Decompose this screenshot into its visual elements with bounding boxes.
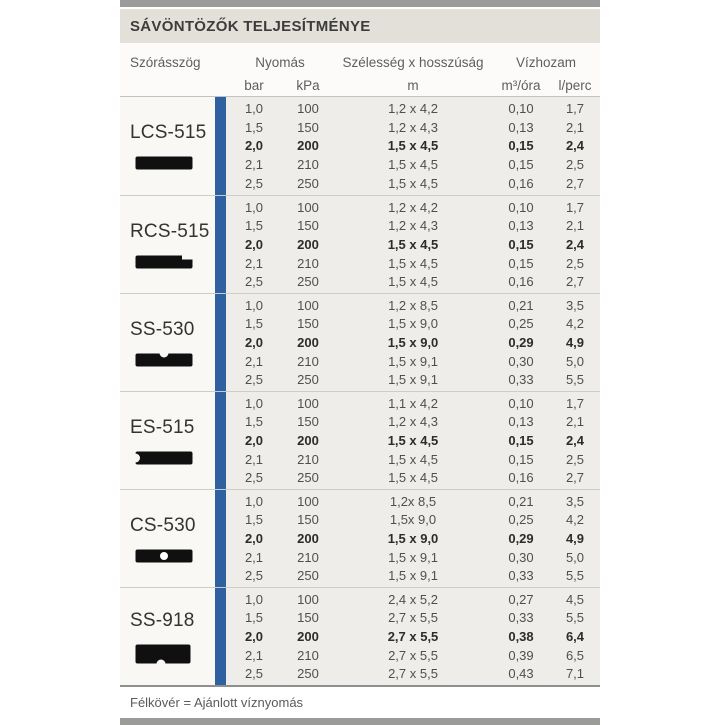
cell-width-length: 1,1 x 4,2 — [388, 395, 438, 411]
cell-width-length: 1,5x 9,0 — [389, 512, 437, 528]
cell-flow-lmin: 4,5 — [565, 591, 585, 607]
cell-width-length: 1,5 x 4,5 — [388, 255, 438, 271]
cell-pressure-kpa: 100 — [297, 493, 319, 509]
table-row — [226, 296, 600, 315]
cell-pressure-bar: 1,0 — [244, 297, 264, 313]
cell-pressure-bar: 2,5 — [244, 372, 264, 388]
cell-width-length: 1,5 x 9,1 — [388, 568, 438, 584]
cell-pressure-kpa: 200 — [297, 628, 319, 644]
cell-flow-lmin: 6,5 — [565, 647, 585, 663]
footer-note: Félkövér = Ajánlott víznyomás — [130, 695, 304, 710]
cell-pressure-bar: 2,0 — [244, 628, 264, 644]
cell-flow-m3h: 0,43 — [508, 666, 534, 682]
cell-pressure-kpa: 250 — [297, 568, 319, 584]
cell-width-length: 1,5 x 9,1 — [388, 372, 438, 388]
product-model-name: LCS-515 — [130, 122, 207, 143]
cell-flow-lmin: 4,2 — [565, 512, 585, 528]
cell-flow-m3h: 0,13 — [508, 414, 534, 430]
cell-width-length: 1,5 x 9,0 — [387, 334, 439, 350]
table-row — [226, 511, 600, 530]
cell-pressure-kpa: 210 — [297, 255, 319, 271]
table-row — [226, 99, 600, 118]
cell-flow-m3h: 0,33 — [508, 610, 534, 626]
cell-pressure-bar: 2,5 — [244, 666, 264, 682]
product-label-column — [120, 392, 215, 489]
table-row — [226, 235, 600, 254]
table-row — [226, 370, 600, 389]
cell-flow-lmin: 2,5 — [565, 451, 585, 467]
unit-label-bar: bar — [244, 77, 264, 93]
bar-notch-bottom-spray-pattern-icon — [135, 644, 215, 664]
cell-flow-lmin: 1,7 — [565, 100, 585, 116]
cell-pressure-kpa: 150 — [297, 610, 319, 626]
cell-width-length: 1,5 x 4,5 — [388, 451, 438, 467]
cell-flow-m3h: 0,10 — [508, 395, 534, 411]
cell-pressure-kpa: 100 — [297, 100, 319, 116]
table-row — [226, 646, 600, 665]
product-section — [120, 195, 600, 293]
cell-flow-lmin: 2,4 — [565, 138, 585, 154]
cell-flow-lmin: 2,1 — [565, 119, 585, 135]
cell-flow-m3h: 0,30 — [508, 353, 534, 369]
page-title: SÁVÖNTÖZŐK TELJESÍTMÉNYE — [130, 17, 371, 35]
table-row — [226, 333, 600, 352]
solid-bar-spray-pattern-icon — [135, 156, 215, 170]
cell-flow-lmin: 2,7 — [565, 470, 585, 486]
cell-pressure-bar: 1,5 — [244, 218, 264, 234]
product-model-name: RCS-515 — [130, 220, 210, 242]
unit-label-m: m — [407, 77, 419, 93]
catalog-page — [120, 0, 600, 725]
cell-flow-lmin: 2,7 — [565, 176, 585, 192]
cell-flow-lmin: 3,5 — [565, 297, 585, 313]
cell-pressure-kpa: 210 — [297, 549, 319, 565]
cell-pressure-bar: 2,5 — [244, 274, 264, 290]
cell-flow-m3h: 0,33 — [508, 372, 534, 388]
table-body — [120, 97, 600, 687]
bar-dot-center-spray-pattern-icon — [135, 549, 215, 563]
table-row — [226, 217, 600, 236]
cell-pressure-bar: 1,5 — [244, 414, 264, 430]
cell-width-length: 1,5 x 4,5 — [387, 138, 439, 154]
cell-flow-m3h: 0,25 — [508, 512, 534, 528]
accent-stripe — [215, 196, 226, 293]
cell-pressure-bar: 1,0 — [244, 100, 264, 116]
cell-pressure-bar: 2,1 — [244, 647, 264, 663]
cell-pressure-kpa: 200 — [297, 138, 319, 154]
cell-flow-lmin: 2,5 — [565, 255, 585, 271]
cell-width-length: 2,7 x 5,5 — [387, 628, 439, 644]
cell-flow-lmin: 2,4 — [565, 236, 585, 252]
data-rows — [226, 588, 600, 685]
column-header-pressure: Nyomás — [255, 54, 305, 70]
cell-flow-m3h: 0,30 — [508, 549, 534, 565]
accent-stripe — [215, 97, 226, 195]
cell-width-length: 1,2 x 4,3 — [388, 119, 438, 135]
cell-pressure-kpa: 150 — [297, 512, 319, 528]
column-header-spray-angle: Szórásszög — [130, 54, 201, 70]
product-label-column — [120, 97, 215, 195]
cell-pressure-bar: 2,1 — [244, 255, 264, 271]
cell-width-length: 1,5 x 4,5 — [388, 157, 438, 173]
cell-flow-m3h: 0,10 — [508, 100, 534, 116]
cell-flow-lmin: 4,9 — [565, 334, 585, 350]
cell-flow-m3h: 0,27 — [508, 591, 534, 607]
cell-flow-lmin: 7,1 — [565, 666, 585, 682]
cell-pressure-kpa: 100 — [297, 395, 319, 411]
bar-notch-left-spray-pattern-icon — [135, 451, 215, 465]
cell-pressure-kpa: 150 — [297, 119, 319, 135]
table-row — [226, 590, 600, 609]
cell-pressure-kpa: 250 — [297, 274, 319, 290]
cell-flow-m3h: 0,16 — [508, 274, 534, 290]
product-label-column — [120, 588, 215, 685]
cell-pressure-kpa: 210 — [297, 353, 319, 369]
table-row — [226, 272, 600, 291]
cell-pressure-kpa: 100 — [297, 591, 319, 607]
cell-width-length: 2,7 x 5,5 — [388, 647, 438, 663]
table-row — [226, 492, 600, 511]
cell-pressure-bar: 1,5 — [244, 119, 264, 135]
cell-pressure-bar: 2,0 — [244, 334, 264, 350]
cell-pressure-bar: 2,5 — [244, 568, 264, 584]
cell-width-length: 1,5 x 4,5 — [387, 236, 439, 252]
column-header-size: Szélesség x hosszúság — [342, 54, 484, 70]
cell-width-length: 1,5 x 4,5 — [388, 274, 438, 290]
cell-flow-lmin: 4,9 — [565, 530, 585, 546]
cell-pressure-bar: 1,0 — [244, 493, 264, 509]
product-section — [120, 587, 600, 685]
cell-flow-m3h: 0,13 — [508, 218, 534, 234]
cell-width-length: 1,5 x 4,5 — [387, 432, 439, 448]
cell-pressure-bar: 2,5 — [244, 470, 264, 486]
cell-flow-m3h: 0,25 — [508, 316, 534, 332]
unit-label-kpa: kPa — [296, 77, 320, 93]
cell-width-length: 1,2 x 4,2 — [388, 199, 438, 215]
cell-pressure-bar: 2,0 — [244, 432, 264, 448]
cell-flow-lmin: 5,0 — [565, 353, 585, 369]
cell-pressure-kpa: 210 — [297, 157, 319, 173]
column-header-flow: Vízhozam — [515, 54, 577, 70]
cell-pressure-kpa: 100 — [297, 297, 319, 313]
bar-notch-top-spray-pattern-icon — [135, 353, 215, 367]
cell-pressure-kpa: 200 — [297, 334, 319, 350]
cell-flow-lmin: 5,5 — [565, 568, 585, 584]
cell-pressure-kpa: 210 — [297, 451, 319, 467]
cell-width-length: 1,2 x 4,3 — [388, 218, 438, 234]
cell-flow-m3h: 0,29 — [508, 530, 534, 546]
table-row — [226, 548, 600, 567]
cell-pressure-bar: 2,0 — [244, 138, 264, 154]
cell-width-length: 1,2 x 4,2 — [388, 100, 438, 116]
product-section — [120, 391, 600, 489]
cell-flow-lmin: 2,1 — [565, 414, 585, 430]
table-row — [226, 155, 600, 174]
cell-pressure-kpa: 200 — [297, 236, 319, 252]
table-row — [226, 627, 600, 646]
cell-flow-lmin: 1,7 — [565, 395, 585, 411]
data-rows — [226, 490, 600, 587]
table-row — [226, 664, 600, 683]
cell-flow-lmin: 2,4 — [565, 432, 585, 448]
cell-pressure-bar: 1,5 — [244, 316, 264, 332]
cell-flow-lmin: 2,7 — [565, 274, 585, 290]
table-row — [226, 315, 600, 334]
cell-width-length: 1,2 x 4,3 — [388, 414, 438, 430]
cell-width-length: 1,5 x 9,1 — [388, 353, 438, 369]
cell-flow-m3h: 0,15 — [508, 138, 534, 154]
accent-stripe — [215, 392, 226, 489]
table-row — [226, 118, 600, 137]
cell-flow-lmin: 5,5 — [565, 610, 585, 626]
data-rows — [226, 196, 600, 293]
cell-flow-lmin: 6,4 — [565, 628, 585, 644]
cell-width-length: 1,5 x 4,5 — [388, 176, 438, 192]
cell-pressure-bar: 1,0 — [244, 395, 264, 411]
product-label-column — [120, 294, 215, 391]
table-row — [226, 431, 600, 450]
table-row — [226, 450, 600, 469]
cell-flow-lmin: 1,7 — [565, 199, 585, 215]
accent-stripe — [215, 588, 226, 685]
cell-pressure-kpa: 250 — [297, 470, 319, 486]
cell-flow-m3h: 0,15 — [508, 451, 534, 467]
table-row — [226, 468, 600, 487]
table-header — [120, 43, 600, 97]
cell-width-length: 1,5 x 9,0 — [388, 316, 438, 332]
accent-stripe — [215, 490, 226, 587]
title-bar — [120, 9, 600, 43]
unit-label-lmin: l/perc — [558, 77, 592, 93]
cell-flow-lmin: 2,5 — [565, 157, 585, 173]
cell-flow-m3h: 0,29 — [508, 334, 534, 350]
product-section — [120, 293, 600, 391]
data-rows — [226, 392, 600, 489]
cell-pressure-kpa: 210 — [297, 647, 319, 663]
cell-pressure-bar: 2,1 — [244, 353, 264, 369]
cell-flow-lmin: 2,1 — [565, 218, 585, 234]
table-row — [226, 529, 600, 548]
cell-flow-m3h: 0,39 — [508, 647, 534, 663]
table-row — [226, 413, 600, 432]
product-section — [120, 489, 600, 587]
product-model-name: CS-530 — [130, 514, 196, 536]
top-edge-strip — [120, 0, 600, 7]
cell-flow-m3h: 0,15 — [508, 157, 534, 173]
data-rows — [226, 294, 600, 391]
unit-label-m3h: m³/óra — [501, 77, 541, 93]
cell-pressure-kpa: 150 — [297, 218, 319, 234]
cell-width-length: 1,5 x 4,5 — [388, 470, 438, 486]
table-row — [226, 352, 600, 371]
table-row — [226, 566, 600, 585]
cell-width-length: 1,2x 8,5 — [389, 493, 437, 509]
cell-flow-m3h: 0,21 — [508, 297, 534, 313]
cell-flow-m3h: 0,33 — [508, 568, 534, 584]
cell-flow-lmin: 4,2 — [565, 316, 585, 332]
cell-pressure-kpa: 250 — [297, 666, 319, 682]
cell-flow-m3h: 0,15 — [508, 236, 534, 252]
cell-flow-m3h: 0,13 — [508, 119, 534, 135]
cell-flow-m3h: 0,16 — [508, 470, 534, 486]
cell-pressure-bar: 2,5 — [244, 176, 264, 192]
accent-stripe — [215, 294, 226, 391]
product-model-name: SS-530 — [130, 318, 195, 340]
product-model-name: ES-515 — [130, 416, 195, 438]
cell-pressure-bar: 1,5 — [244, 512, 264, 528]
cell-flow-m3h: 0,10 — [508, 199, 534, 215]
cell-pressure-bar: 2,0 — [244, 530, 264, 546]
product-label-column — [120, 490, 215, 587]
cell-pressure-kpa: 200 — [297, 432, 319, 448]
bottom-edge-strip — [120, 718, 600, 725]
cell-width-length: 1,5 x 9,0 — [387, 530, 439, 546]
cell-pressure-kpa: 150 — [297, 316, 319, 332]
cell-pressure-bar: 2,1 — [244, 549, 264, 565]
cell-pressure-bar: 2,1 — [244, 157, 264, 173]
cell-flow-lmin: 3,5 — [565, 493, 585, 509]
cell-pressure-kpa: 150 — [297, 414, 319, 430]
cell-pressure-kpa: 250 — [297, 176, 319, 192]
cell-flow-m3h: 0,15 — [508, 255, 534, 271]
bar-step-right-spray-pattern-icon — [135, 255, 215, 269]
table-row — [226, 137, 600, 156]
cell-width-length: 1,5 x 9,1 — [388, 549, 438, 565]
table-row — [226, 609, 600, 628]
cell-pressure-bar: 2,0 — [244, 236, 264, 252]
cell-pressure-kpa: 100 — [297, 199, 319, 215]
cell-width-length: 2,4 x 5,2 — [388, 591, 438, 607]
cell-width-length: 1,2 x 8,5 — [388, 297, 438, 313]
cell-pressure-kpa: 250 — [297, 372, 319, 388]
cell-pressure-bar: 1,0 — [244, 199, 264, 215]
cell-flow-lmin: 5,0 — [565, 549, 585, 565]
cell-pressure-bar: 1,5 — [244, 610, 264, 626]
cell-width-length: 2,7 x 5,5 — [388, 666, 438, 682]
table-row — [226, 394, 600, 413]
cell-pressure-bar: 1,0 — [244, 591, 264, 607]
table-row — [226, 174, 600, 193]
product-model-name: SS-918 — [130, 609, 195, 631]
product-section — [120, 97, 600, 195]
cell-pressure-kpa: 200 — [297, 530, 319, 546]
cell-flow-lmin: 5,5 — [565, 372, 585, 388]
table-row — [226, 198, 600, 217]
cell-flow-m3h: 0,15 — [508, 432, 534, 448]
cell-flow-m3h: 0,21 — [508, 493, 534, 509]
data-rows — [226, 97, 600, 195]
cell-flow-m3h: 0,38 — [508, 628, 534, 644]
product-label-column — [120, 196, 215, 293]
cell-width-length: 2,7 x 5,5 — [388, 610, 438, 626]
cell-pressure-bar: 2,1 — [244, 451, 264, 467]
cell-flow-m3h: 0,16 — [508, 176, 534, 192]
footer-note-bar — [120, 687, 600, 718]
table-row — [226, 254, 600, 273]
